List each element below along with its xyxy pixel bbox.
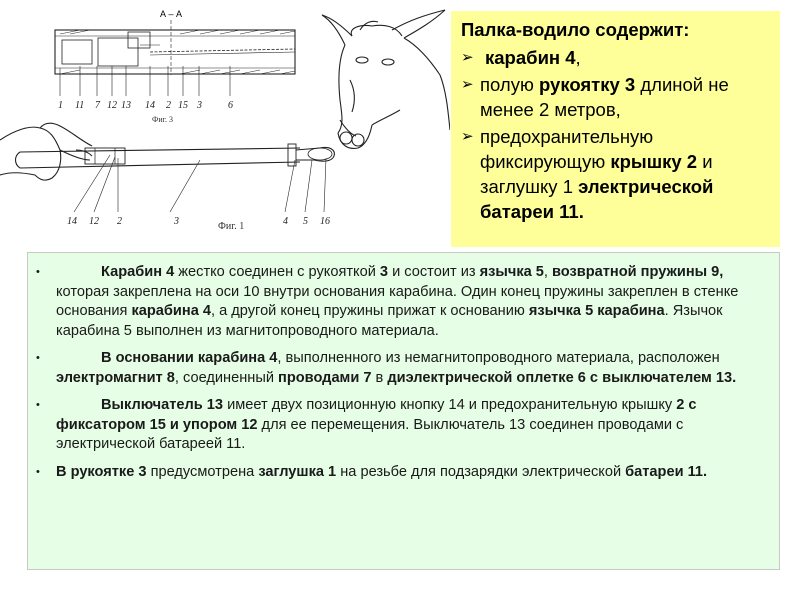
fig1-numbers [67, 216, 330, 227]
bullet-dot-icon: • [36, 399, 40, 411]
arrow-bullet-icon: ➢ [461, 128, 474, 145]
text: , [543, 264, 553, 280]
fig3-number: 13 [121, 100, 131, 111]
summary-item [461, 72, 770, 122]
bold-text: возвратной пружины 9, [552, 264, 724, 280]
bold-text: В рукоятке 3 [56, 463, 147, 480]
arrow-bullet-icon: ➢ [461, 76, 474, 93]
details-paragraph [36, 263, 765, 341]
arrow-bullet-icon: ➢ [461, 49, 474, 66]
summary-item-text: , [575, 47, 581, 68]
bold-text: Карабин 4 [101, 264, 175, 280]
details-paragraph [36, 349, 765, 388]
bold-text: диэлектрической оплетке 6 с выключателем 13. [387, 369, 737, 386]
bold-text: 3 [379, 264, 389, 280]
text: на резьбе для подзарядки электрической [336, 463, 626, 480]
text: и состоит из [388, 264, 480, 280]
section-label: А – А [160, 9, 183, 19]
text: для ее перемещения. Выключатель 13 соединен проводами с электрической батареей 11. [56, 416, 684, 452]
fig3-caption: Фиг. 3 [152, 115, 173, 124]
text: которая закреплена на оси 10 внутри основания карабина. Один конец пружины закреплен в стенке основания [56, 283, 739, 319]
summary-item [461, 45, 770, 70]
fig3-number: 3 [197, 100, 202, 111]
pole-sketch [16, 144, 335, 168]
fig1-number: 5 [303, 216, 308, 227]
summary-item-text: длиной не менее 2 метров, [480, 74, 729, 120]
summary-item-bold: электрической батареи 11. [480, 176, 714, 222]
bold-text: карабина 4 [131, 303, 212, 319]
bold-text: заглушка 1 [258, 463, 337, 480]
summary-item-bold: крышку 2 [610, 151, 698, 172]
details-box [27, 252, 780, 570]
bullet-dot-icon: • [36, 465, 40, 478]
bold-text: Выключатель 13 [101, 397, 224, 413]
fig1-number: 3 [174, 216, 179, 227]
text: , соединенный [174, 369, 279, 386]
fig3-number: 7 [95, 100, 100, 111]
bullet-dot-icon: • [36, 352, 40, 364]
summary-item-bold: карабин 4 [485, 47, 576, 68]
bullet-dot-icon: • [36, 266, 40, 278]
details-list [36, 263, 765, 482]
fig3-number: 6 [228, 100, 233, 111]
fig3-number: 15 [178, 100, 188, 111]
fig3-numbers [58, 100, 233, 111]
text: , а другой конец пружины прижат к основанию [211, 303, 529, 319]
bull-head-sketch [322, 10, 450, 148]
fig3-number: 12 [107, 100, 117, 111]
text: жестко соединен с рукояткой [174, 264, 380, 280]
fig1-number: 4 [283, 216, 288, 227]
fig1-number: 2 [117, 216, 122, 227]
text: в [371, 369, 388, 386]
summary-item-text: и заглушку 1 [480, 151, 713, 197]
fig1-caption: Фиг. 1 [218, 221, 245, 232]
summary-item-text: предохранительную фиксирующую [480, 126, 654, 172]
fig3-leader-lines [60, 66, 230, 96]
fig3-number: 14 [145, 100, 155, 111]
details-paragraph [36, 396, 765, 455]
text: имеет двух позиционную кнопку 14 и предохранительную крышку [223, 397, 677, 413]
bold-text: батареи 11. [625, 463, 708, 480]
bold-text: 2 с фиксатором 15 и упором 12 [56, 397, 697, 433]
summary-item-text: полую [480, 74, 539, 95]
bold-text: язычка 5 [479, 264, 544, 280]
text: . Язычок карабина 5 выполнен из магнитопроводного материала. [56, 303, 723, 339]
fig3-number: 2 [166, 100, 171, 111]
summary-item [461, 124, 770, 224]
text: предусмотрена [146, 463, 259, 480]
bold-text: электромагнит 8 [56, 369, 175, 386]
patent-drawing [0, 0, 450, 250]
fig3-number: 1 [58, 100, 63, 111]
summary-title: Палка-водило содержит: [461, 19, 690, 40]
text: , выполненного из немагнитопроводного материала, расположен [277, 350, 720, 366]
fig1-number: 14 [67, 216, 77, 227]
summary-list [461, 45, 770, 224]
fig1-number: 16 [320, 216, 330, 227]
fig1-number: 12 [89, 216, 99, 227]
fig3-number: 11 [75, 100, 85, 111]
bold-text: проводами 7 [278, 369, 372, 386]
bold-text: язычка 5 карабина [528, 303, 665, 319]
fig3-cross-section [55, 30, 295, 74]
summary-box [451, 11, 780, 247]
summary-item-bold: рукоятку 3 [538, 74, 636, 95]
bold-text: В основании карабина 4 [101, 350, 278, 366]
details-paragraph [36, 463, 765, 483]
